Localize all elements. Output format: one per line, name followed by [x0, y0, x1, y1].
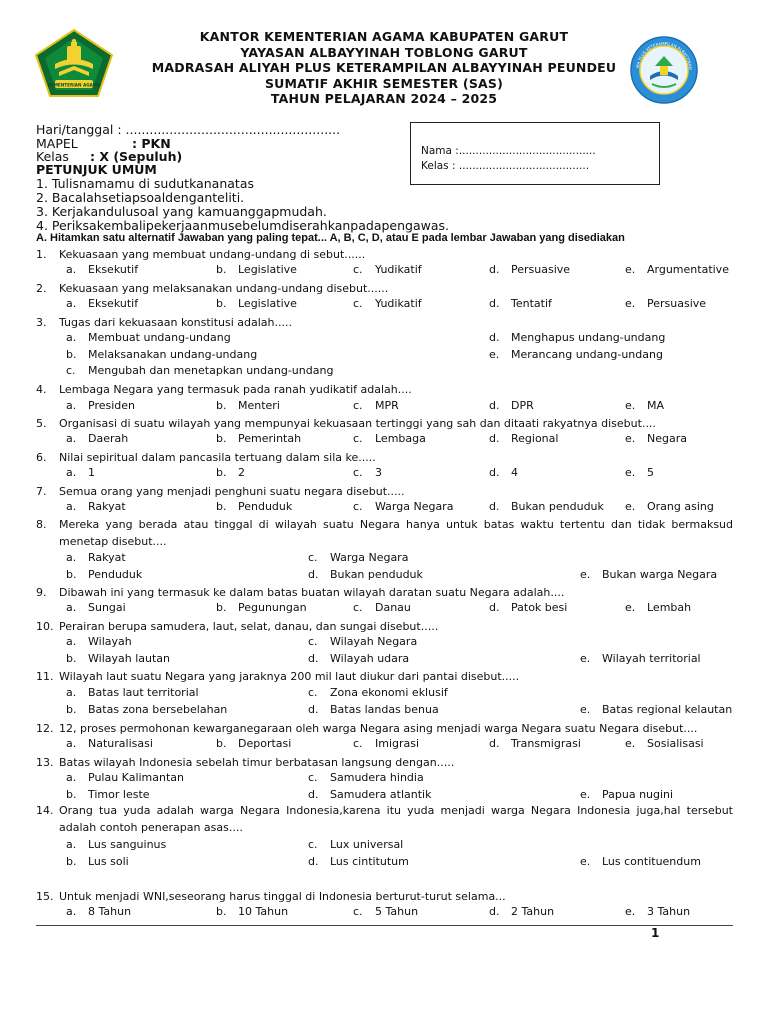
option-text: Naturalisasi: [88, 737, 153, 750]
option-text: Lus soli: [88, 855, 129, 868]
question-text: Kekuasaan yang membuat undang-undang di sebut......: [59, 248, 366, 261]
option-text: Danau: [375, 601, 411, 614]
answer-option-c[interactable]: [308, 838, 403, 851]
option-letter: c.: [353, 399, 363, 412]
option-text: 3: [375, 466, 382, 479]
option-text: Lux universal: [330, 838, 404, 851]
answer-option-c[interactable]: [353, 432, 426, 445]
answer-option-a[interactable]: [66, 399, 135, 412]
option-letter: b.: [216, 263, 227, 276]
answer-option-e[interactable]: [625, 905, 690, 918]
question-number: 10.: [36, 620, 54, 633]
option-text: Zona ekonomi eklusif: [330, 686, 448, 699]
option-letter: e.: [625, 297, 636, 310]
option-text: 5: [647, 466, 654, 479]
answer-option-c[interactable]: [308, 551, 408, 564]
question-number: 15.: [36, 890, 54, 903]
option-letter: d.: [489, 601, 500, 614]
answer-option-b[interactable]: [66, 788, 150, 801]
question-text: Dibawah ini yang termasuk ke dalam batas buatan wilayah daratan suatu Negara adalah....: [59, 586, 565, 599]
option-text: Yudikatif: [375, 263, 422, 276]
option-letter: c.: [353, 432, 363, 445]
option-letter: d.: [489, 737, 500, 750]
option-text: Daerah: [88, 432, 129, 445]
answer-option-d[interactable]: [489, 905, 554, 918]
option-text: 10 Tahun: [238, 905, 289, 918]
answer-option-a[interactable]: [66, 601, 126, 614]
answer-option-b[interactable]: [216, 500, 292, 513]
svg-text:MA PLUS KETERAMPILAN ALBAYYINA: MA PLUS KETERAMPILAN ALBAYYINAH: [635, 40, 694, 70]
option-text: Pegunungan: [238, 601, 307, 614]
answer-option-b[interactable]: [216, 432, 301, 445]
option-letter: a.: [66, 297, 77, 310]
option-letter: b.: [216, 905, 227, 918]
answer-option-c[interactable]: [66, 364, 333, 377]
option-letter: a.: [66, 500, 77, 513]
option-text: Negara: [647, 432, 687, 445]
option-text: 3 Tahun: [647, 905, 691, 918]
option-text: Eksekutif: [88, 297, 139, 310]
option-letter: e.: [580, 855, 591, 868]
question-number: 1.: [36, 248, 47, 261]
header-line-5: TAHUN PELAJARAN 2024 – 2025: [270, 91, 498, 106]
option-letter: a.: [66, 905, 77, 918]
option-text: Transmigrasi: [511, 737, 581, 750]
option-letter: c.: [353, 466, 363, 479]
answer-option-b[interactable]: [66, 855, 129, 868]
answer-option-b[interactable]: [66, 568, 142, 581]
option-letter: c.: [308, 771, 318, 784]
option-text: Rakyat: [88, 500, 126, 513]
option-letter: b.: [66, 568, 77, 581]
option-letter: a.: [66, 635, 77, 648]
option-letter: c.: [353, 263, 363, 276]
option-letter: d.: [489, 500, 500, 513]
option-letter: a.: [66, 466, 77, 479]
answer-option-b[interactable]: [216, 737, 291, 750]
answer-option-a[interactable]: [66, 263, 138, 276]
answer-option-b[interactable]: [66, 703, 227, 716]
option-text: 1: [88, 466, 95, 479]
option-letter: d.: [489, 905, 500, 918]
section-a-instruction: A. Hitamkan satu alternatif Jawaban yang paling tepat... A, B, C, D, atau E pada lembar Jawaban yang disediakan: [36, 232, 625, 244]
answer-option-d[interactable]: [489, 399, 534, 412]
option-letter: a.: [66, 399, 77, 412]
option-letter: c.: [308, 635, 318, 648]
option-letter: b.: [216, 432, 227, 445]
question-number: 8.: [36, 518, 47, 531]
option-text: Lembaga: [375, 432, 426, 445]
option-letter: b.: [66, 788, 77, 801]
answer-option-c[interactable]: [308, 635, 417, 648]
option-text: Presiden: [88, 399, 135, 412]
answer-option-a[interactable]: [66, 500, 126, 513]
option-letter: b.: [66, 348, 77, 361]
question-number: 2.: [36, 282, 47, 295]
answer-option-a[interactable]: [66, 905, 131, 918]
answer-option-b[interactable]: [216, 297, 297, 310]
question-text: Mereka yang berada atau tinggal di wilayah suatu Negara hanya untuk batas waktu tertentu dan tidak bermaksud menetap disebut....: [59, 518, 733, 548]
answer-option-b[interactable]: [216, 399, 280, 412]
option-text: Warga Negara: [375, 500, 454, 513]
option-text: Timor leste: [88, 788, 150, 801]
option-text: Persuasive: [511, 263, 571, 276]
header-line-3: MADRASAH ALIYAH PLUS KETERAMPILAN ALBAYYINAH PEUNDEU: [151, 60, 617, 75]
answer-option-a[interactable]: [66, 432, 128, 445]
option-text: MPR: [375, 399, 399, 412]
option-text: Bukan warga Negara: [602, 568, 718, 581]
answer-option-a[interactable]: [66, 686, 199, 699]
answer-option-d[interactable]: [308, 703, 439, 716]
class-value: : X (Sepuluh): [90, 149, 183, 164]
option-text: Wilayah territorial: [602, 652, 701, 665]
instruction-item: 4. Periksakembalipekerjaanmusebelumdiserahkanpadapengawas.: [36, 218, 450, 233]
question-number: 6.: [36, 451, 47, 464]
answer-option-c[interactable]: [353, 601, 411, 614]
answer-option-c[interactable]: [353, 737, 419, 750]
option-text: 2 Tahun: [511, 905, 555, 918]
answer-option-d[interactable]: [489, 500, 604, 513]
option-letter: d.: [489, 432, 500, 445]
question-text: 12, proses permohonan kewarganegaraan oleh warga Negara asing menjadi warga Negara suatu Negara disebut....: [59, 722, 698, 735]
question-text: Perairan berupa samudera, laut, selat, danau, dan sungai disebut.....: [59, 620, 439, 633]
answer-option-d[interactable]: [489, 297, 552, 310]
answer-option-a[interactable]: [66, 466, 95, 479]
option-letter: b.: [216, 601, 227, 614]
option-letter: a.: [66, 432, 77, 445]
question-text: Organisasi di suatu wilayah yang mempunyai kekuasaan tertinggi yang sah dan ditaati rakyatnya disebut....: [59, 417, 656, 430]
option-text: Menteri: [238, 399, 280, 412]
answer-option-d[interactable]: [489, 601, 567, 614]
answer-option-a[interactable]: [66, 737, 153, 750]
option-text: Batas zona bersebelahan: [88, 703, 228, 716]
answer-option-e[interactable]: [625, 432, 687, 445]
option-text: Lus sanguinus: [88, 838, 167, 851]
option-text: Argumentative: [647, 263, 729, 276]
option-letter: e.: [625, 601, 636, 614]
answer-option-b[interactable]: [66, 348, 257, 361]
answer-option-a[interactable]: [66, 771, 184, 784]
answer-option-b[interactable]: [216, 601, 307, 614]
option-text: Wilayah lautan: [88, 652, 171, 665]
answer-option-d[interactable]: [308, 855, 409, 868]
option-text: Pemerintah: [238, 432, 302, 445]
answer-option-c[interactable]: [353, 500, 453, 513]
option-text: DPR: [511, 399, 534, 412]
option-letter: d.: [308, 855, 319, 868]
question-number: 5.: [36, 417, 47, 430]
option-letter: a.: [66, 838, 77, 851]
option-text: Sosialisasi: [647, 737, 704, 750]
option-text: Legislative: [238, 263, 297, 276]
option-letter: c.: [353, 601, 363, 614]
option-text: Lembah: [647, 601, 692, 614]
option-letter: a.: [66, 737, 77, 750]
option-text: 4: [511, 466, 518, 479]
header-line-4: SUMATIF AKHIR SEMESTER (SAS): [264, 75, 504, 91]
answer-option-e[interactable]: [625, 263, 729, 276]
answer-option-d[interactable]: [308, 652, 409, 665]
option-letter: e.: [625, 466, 636, 479]
option-letter: b.: [66, 855, 77, 868]
answer-option-a[interactable]: [66, 838, 166, 851]
option-text: Batas laut territorial: [88, 686, 199, 699]
option-letter: d.: [489, 263, 500, 276]
answer-option-e[interactable]: [580, 855, 701, 868]
question-text: Kekuasaan yang melaksanakan undang-undang disebut......: [59, 282, 389, 295]
option-letter: e.: [489, 348, 500, 361]
answer-option-e[interactable]: [580, 652, 701, 665]
option-letter: e.: [625, 905, 636, 918]
option-text: Imigrasi: [375, 737, 420, 750]
subject-label: MAPEL: [36, 136, 78, 151]
answer-option-e[interactable]: [625, 737, 704, 750]
option-text: Pulau Kalimantan: [88, 771, 185, 784]
answer-option-d[interactable]: [308, 788, 431, 801]
answer-option-e[interactable]: [625, 399, 664, 412]
option-text: Tentatif: [511, 297, 552, 310]
school-seal-icon: [630, 36, 698, 104]
option-text: Bukan penduduk: [511, 500, 604, 513]
option-text: Wilayah Negara: [330, 635, 418, 648]
class-label: Kelas: [36, 149, 69, 164]
question-text: Orang tua yuda adalah warga Negara Indonesia,karena itu yuda menjadi warga Negara Indonesia juga,hal tersebut adalah contoh penerapan asas....: [59, 804, 733, 834]
answer-option-b[interactable]: [216, 263, 297, 276]
question-text: Nilai sepiritual dalam pancasila tertuang dalam sila ke.....: [59, 451, 376, 464]
answer-option-d[interactable]: [489, 466, 518, 479]
option-letter: e.: [625, 737, 636, 750]
option-text: Rakyat: [88, 551, 126, 564]
option-letter: a.: [66, 263, 77, 276]
option-text: Merancang undang-undang: [511, 348, 663, 361]
answer-option-e[interactable]: [580, 788, 673, 801]
question-number: 9.: [36, 586, 47, 599]
student-identity-box: [410, 122, 660, 185]
answer-option-d[interactable]: [308, 568, 423, 581]
answer-option-c[interactable]: [308, 686, 448, 699]
option-letter: a.: [66, 601, 77, 614]
question-text: Batas wilayah Indonesia sebelah timur berbatasan langsung dengan.....: [59, 756, 455, 769]
answer-option-c[interactable]: [353, 297, 422, 310]
answer-option-d[interactable]: [489, 263, 570, 276]
class-field[interactable]: Kelas : .......................................: [421, 160, 590, 172]
option-text: 2: [238, 466, 245, 479]
answer-option-b[interactable]: [216, 466, 245, 479]
option-text: Orang asing: [647, 500, 714, 513]
option-letter: c.: [353, 905, 363, 918]
option-letter: c.: [66, 364, 76, 377]
question-text: Semua orang yang menjadi penghuni suatu negara disebut.....: [59, 485, 405, 498]
option-letter: b.: [66, 652, 77, 665]
answer-option-d[interactable]: [489, 432, 558, 445]
option-text: Membuat undang-undang: [88, 331, 231, 344]
page-number: 1: [651, 926, 660, 940]
option-text: Lus cintitutum: [330, 855, 409, 868]
option-text: Menghapus undang-undang: [511, 331, 666, 344]
footer-divider: [36, 925, 733, 926]
question-number: 14.: [36, 804, 54, 817]
question-number: 11.: [36, 670, 54, 683]
option-text: Batas landas benua: [330, 703, 439, 716]
question-number: 7.: [36, 485, 47, 498]
answer-option-d[interactable]: [489, 737, 581, 750]
option-letter: c.: [308, 551, 318, 564]
option-letter: d.: [489, 331, 500, 344]
answer-option-c[interactable]: [308, 771, 424, 784]
option-letter: e.: [625, 500, 636, 513]
option-text: Wilayah: [88, 635, 132, 648]
answer-option-e[interactable]: [625, 466, 654, 479]
option-text: Deportasi: [238, 737, 292, 750]
option-text: Lus contituendum: [602, 855, 701, 868]
option-letter: b.: [216, 297, 227, 310]
answer-option-e[interactable]: [580, 568, 717, 581]
option-letter: d.: [308, 788, 319, 801]
svg-text:KEMENTERIAN AGAMA: KEMENTERIAN AGAMA: [47, 82, 101, 88]
answer-option-c[interactable]: [353, 399, 399, 412]
question-number: 13.: [36, 756, 54, 769]
option-letter: c.: [308, 838, 318, 851]
option-letter: c.: [353, 297, 363, 310]
option-letter: b.: [216, 500, 227, 513]
option-letter: e.: [625, 432, 636, 445]
answer-option-e[interactable]: [489, 348, 663, 361]
option-letter: c.: [308, 686, 318, 699]
option-text: Papua nugini: [602, 788, 674, 801]
answer-option-e[interactable]: [625, 500, 714, 513]
option-letter: b.: [216, 466, 227, 479]
question-text: Tugas dari kekuasaan konstitusi adalah.....: [59, 316, 293, 329]
question-text: Untuk menjadi WNI,seseorang harus tinggal di Indonesia berturut-turut selama...: [59, 890, 506, 903]
option-text: Persuasive: [647, 297, 707, 310]
option-text: Bukan penduduk: [330, 568, 423, 581]
question-text: Lembaga Negara yang termasuk pada ranah yudikatif adalah....: [59, 383, 412, 396]
option-text: Patok besi: [511, 601, 568, 614]
option-letter: a.: [66, 551, 77, 564]
instruction-item: 2. Bacalahsetiapsoaldenganteliti.: [36, 190, 245, 205]
option-text: Eksekutif: [88, 263, 139, 276]
option-text: Samudera atlantik: [330, 788, 432, 801]
option-letter: d.: [489, 399, 500, 412]
option-letter: e.: [625, 399, 636, 412]
question-number: 4.: [36, 383, 47, 396]
option-letter: c.: [353, 737, 363, 750]
instruction-item: 3. Kerjakandulusoal yang kamuanggapmudah.: [36, 204, 327, 219]
answer-option-c[interactable]: [353, 263, 422, 276]
option-text: Melaksanakan undang-undang: [88, 348, 258, 361]
option-letter: e.: [580, 568, 591, 581]
option-letter: c.: [353, 500, 363, 513]
instructions-title: PETUNJUK UMUM: [36, 162, 157, 177]
option-text: Yudikatif: [375, 297, 422, 310]
option-letter: e.: [580, 703, 591, 716]
option-letter: a.: [66, 331, 77, 344]
option-letter: a.: [66, 771, 77, 784]
option-letter: a.: [66, 686, 77, 699]
date-line: Hari/tanggal : ......................................................: [36, 122, 341, 137]
option-letter: d.: [489, 297, 500, 310]
answer-option-e[interactable]: [625, 297, 706, 310]
option-text: Batas regional kelautan: [602, 703, 733, 716]
option-letter: b.: [66, 703, 77, 716]
header-line-1: KANTOR KEMENTERIAN AGAMA KABUPATEN GARUT: [199, 29, 569, 44]
option-text: 8 Tahun: [88, 905, 132, 918]
option-letter: e.: [580, 788, 591, 801]
option-letter: d.: [489, 466, 500, 479]
answer-option-b[interactable]: [66, 652, 170, 665]
option-text: Mengubah dan menetapkan undang-undang: [88, 364, 334, 377]
option-text: Penduduk: [238, 500, 293, 513]
answer-option-a[interactable]: [66, 551, 126, 564]
answer-option-e[interactable]: [625, 601, 691, 614]
option-text: Penduduk: [88, 568, 143, 581]
answer-option-e[interactable]: [580, 703, 732, 716]
option-text: Samudera hindia: [330, 771, 424, 784]
option-letter: d.: [308, 652, 319, 665]
name-field[interactable]: Nama :.........................................: [421, 145, 596, 157]
option-letter: b.: [216, 399, 227, 412]
option-letter: b.: [216, 737, 227, 750]
answer-option-c[interactable]: [353, 905, 418, 918]
option-text: Regional: [511, 432, 559, 445]
option-text: Legislative: [238, 297, 297, 310]
kemenag-logo-icon: [33, 28, 115, 98]
instruction-item: 1. Tulisnamamu di sudutkananatas: [36, 176, 254, 191]
option-letter: e.: [580, 652, 591, 665]
answer-option-a[interactable]: [66, 331, 231, 344]
question-number: 12.: [36, 722, 54, 735]
option-letter: d.: [308, 568, 319, 581]
answer-option-a[interactable]: [66, 297, 138, 310]
option-text: Warga Negara: [330, 551, 409, 564]
header-line-2: YAYASAN ALBAYYINAH TOBLONG GARUT: [240, 44, 528, 60]
option-letter: e.: [625, 263, 636, 276]
question-number: 3.: [36, 316, 47, 329]
answer-option-c[interactable]: [353, 466, 382, 479]
option-text: Wilayah udara: [330, 652, 410, 665]
question-text: Wilayah laut suatu Negara yang jaraknya 200 mil laut diukur dari pantai disebut.....: [59, 670, 520, 683]
option-text: MA: [647, 399, 665, 412]
option-letter: d.: [308, 703, 319, 716]
answer-option-a[interactable]: [66, 635, 132, 648]
option-text: Sungai: [88, 601, 126, 614]
answer-option-d[interactable]: [489, 331, 665, 344]
answer-option-b[interactable]: [216, 905, 288, 918]
option-text: 5 Tahun: [375, 905, 419, 918]
subject-value: : PKN: [132, 136, 171, 151]
